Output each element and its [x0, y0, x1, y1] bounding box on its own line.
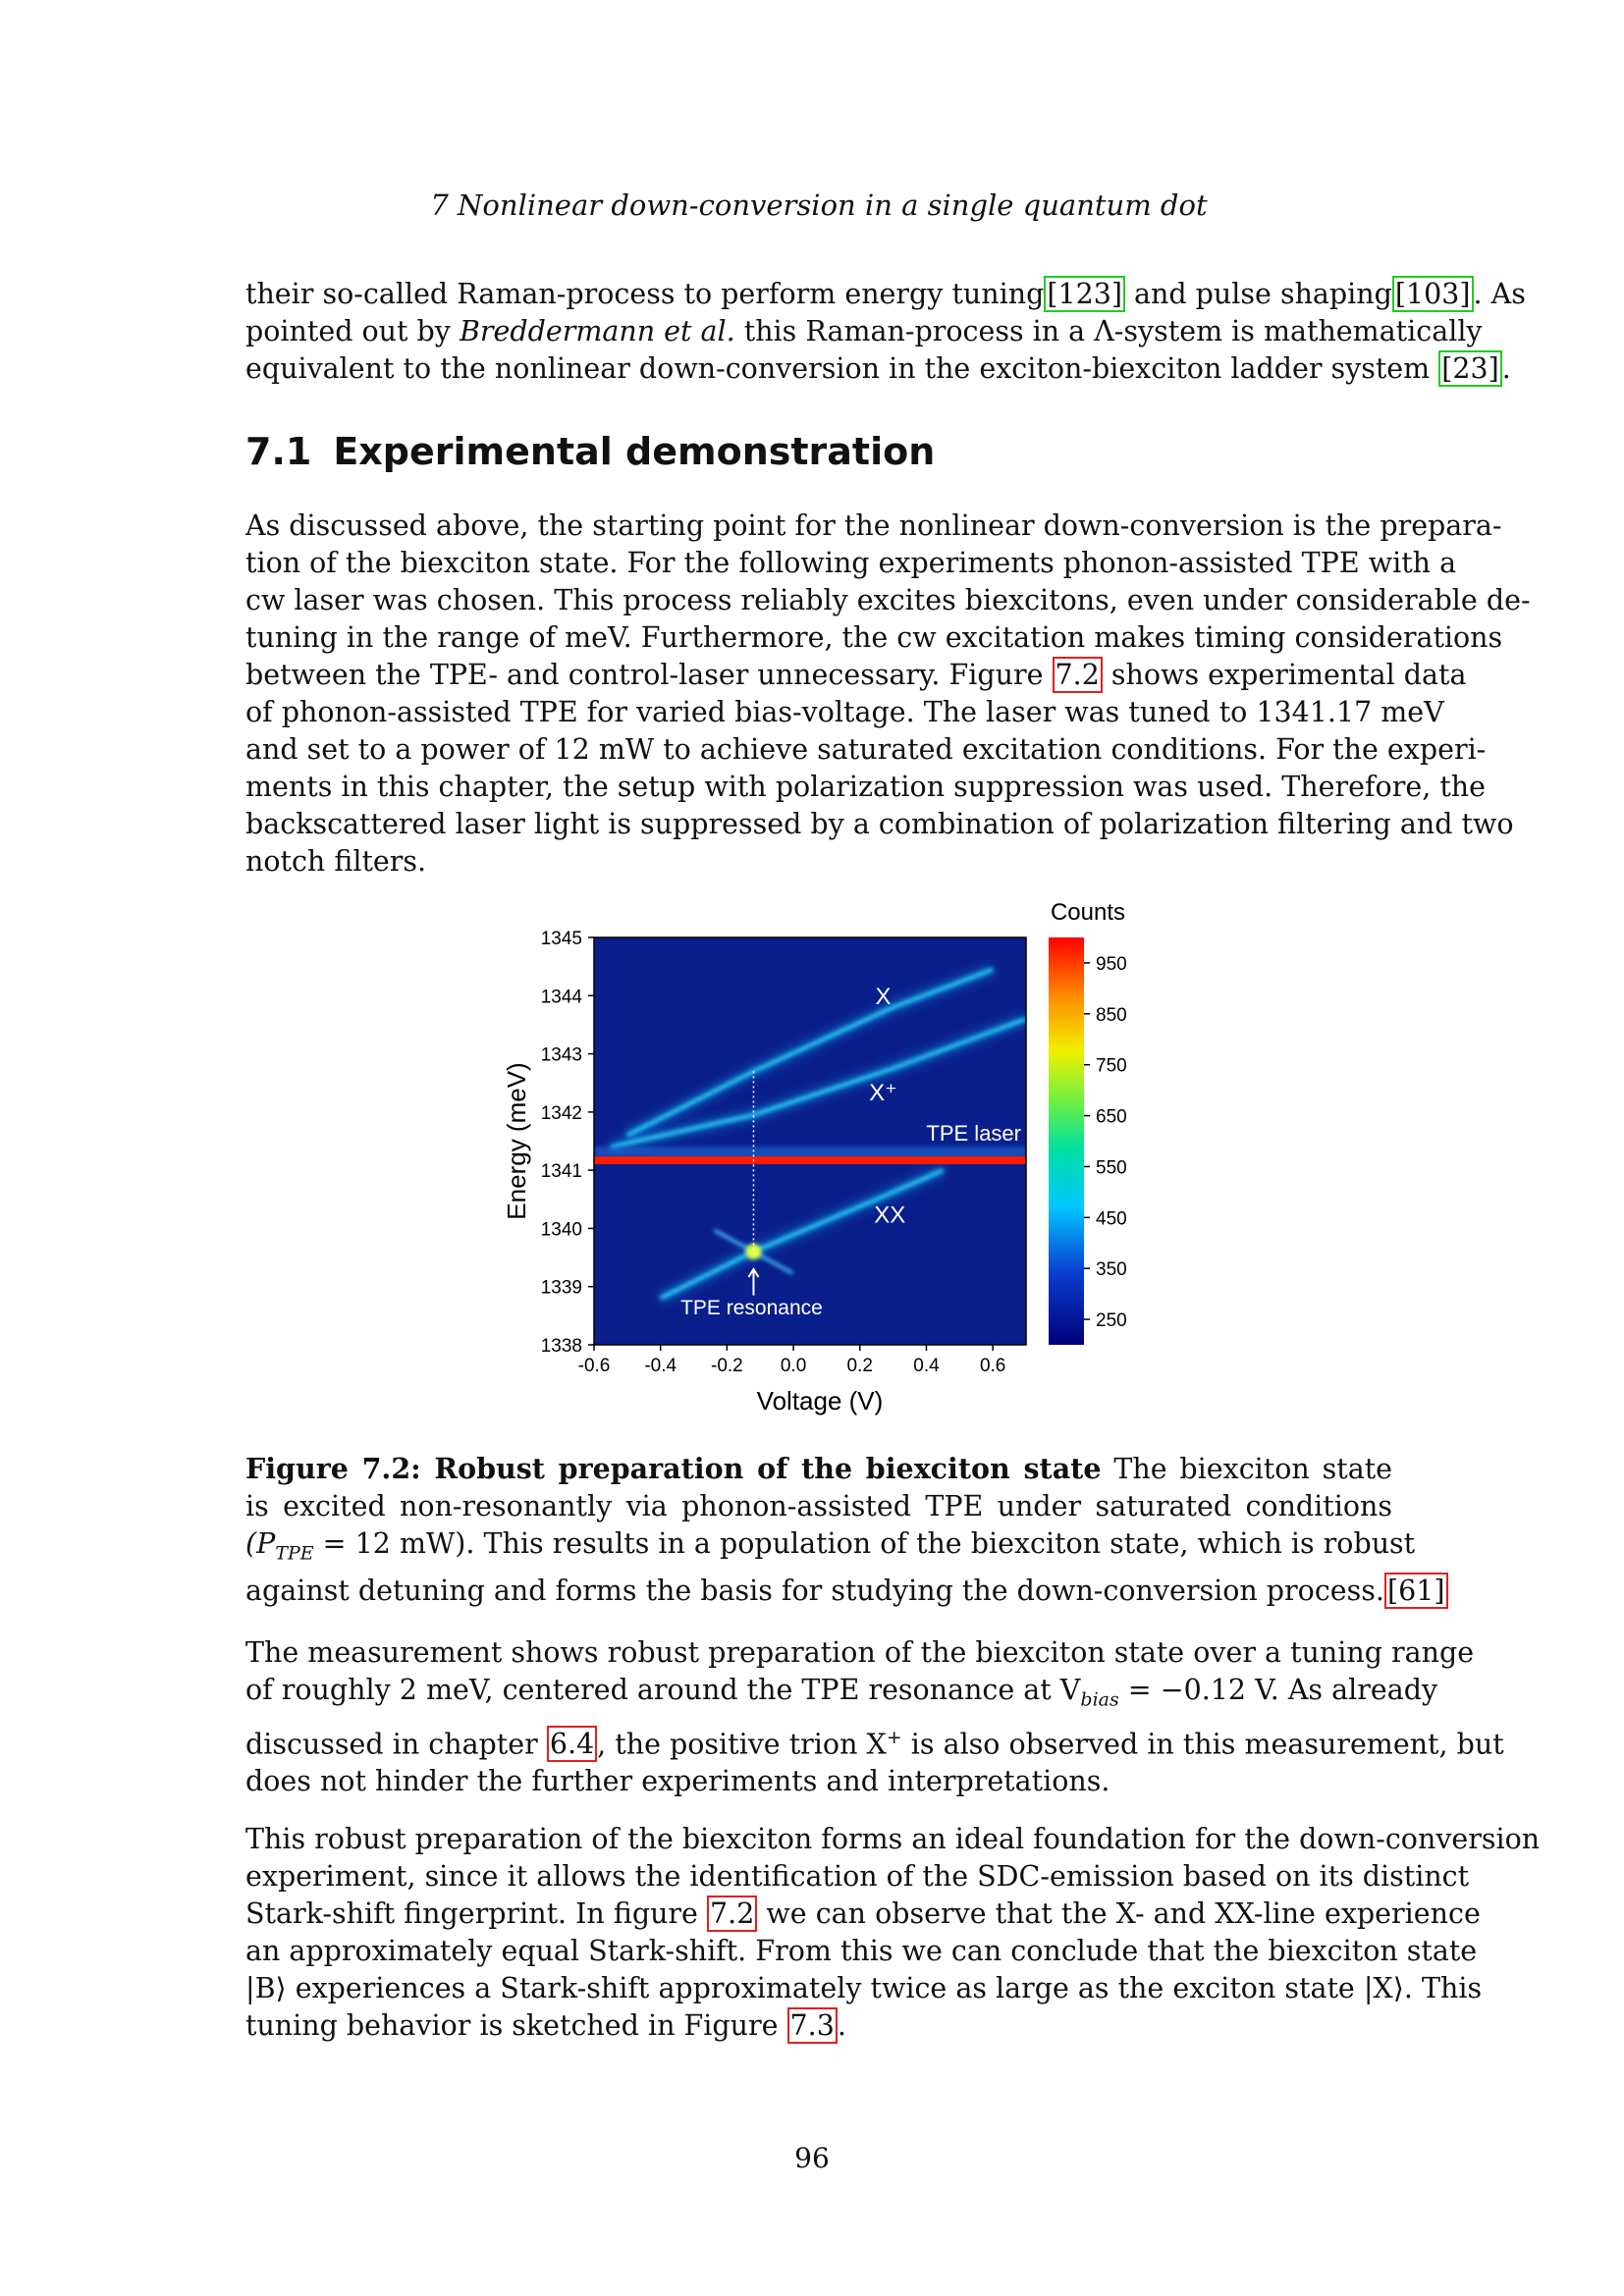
text-line: their so-called Raman-process to perform energy tuning [123] and pulse shaping [103] . As	[245, 278, 1526, 310]
section-heading: 7.1 Experimental demonstration	[245, 430, 936, 473]
text-line: tuning in the range of meV. Furthermore, the cw excitation makes timing considerations	[245, 621, 1503, 654]
tpe-resonance-label: TPE resonance	[680, 1297, 823, 1320]
paragraph-3	[245, 1821, 1541, 2045]
text-line: discussed in chapter 6.4 , the positive trion X+ is also observed in this measurement, but	[245, 1726, 1504, 1761]
x-tick-label: 0.0	[780, 1356, 807, 1376]
y-axis-label: Energy (meV)	[502, 1062, 531, 1220]
text-line: tion of the biexciton state. For the following experiments phonon-assisted TPE with a	[245, 547, 1457, 579]
colorbar-title: Counts	[1050, 899, 1126, 926]
heatmap-chart	[491, 888, 1159, 1423]
line-label-x+: X⁺	[869, 1080, 897, 1106]
text-line: of roughly 2 meV, centered around the TPE resonance at $V_{bias} = -0.12$ V. As already	[245, 1674, 1438, 1711]
x-tick-label: 0.6	[979, 1356, 1006, 1376]
y-tick-label: 1344	[540, 987, 582, 1008]
text-line: Stark-shift fingerprint. In figure 7.2 we can observe that the X- and XX-line experience	[245, 1897, 1481, 1930]
text-line: of phonon-assisted TPE for varied bias-voltage. The laser was tuned to 1341.17 meV	[245, 696, 1444, 728]
colorbar-tick-label: 950	[1096, 953, 1127, 975]
text-line: equivalent to the nonlinear down-conversion in the exciton-biexciton ladder system [23] .	[245, 352, 1511, 385]
colorbar	[1049, 937, 1084, 1345]
text-line: does not hinder the further experiments and interpretations.	[245, 1765, 1110, 1798]
text-line: |B⟩ experiences a Stark-shift approximately twice as large as the exciton state |X⟩. This	[245, 1972, 1483, 2004]
text-line: Figure 7.2: Robust preparation of the biexciton state The biexciton state	[245, 1452, 1393, 1485]
colorbar-tick-label: 850	[1096, 1004, 1127, 1026]
running-header: 7 Nonlinear down-conversion in a single quantum dot	[430, 188, 1208, 222]
colorbar-tick-label: 250	[1096, 1310, 1127, 1332]
x-tick-label: 0.4	[913, 1356, 940, 1376]
y-tick-label: 1345	[540, 929, 582, 949]
text-line: notch filters.	[245, 845, 427, 878]
text-line: pointed out by Breddermann et al. this Raman-process in a Λ-system is mathematically	[245, 315, 1483, 347]
line-label-xx: XX	[874, 1201, 906, 1229]
y-tick-label: 1343	[540, 1044, 582, 1066]
tpe-resonance-spot	[745, 1244, 761, 1259]
text-line: As discussed above, the starting point for the nonlinear down-conversion is the prepara-	[245, 509, 1502, 542]
figure-link[interactable]: 7.2	[707, 1896, 757, 1932]
text-line: This robust preparation of the biexciton forms an ideal foundation for the down-conversion	[245, 1823, 1541, 1855]
figure-link[interactable]: 7.3	[787, 2007, 838, 2044]
text-line: backscattered laser light is suppressed by a combination of polarization filtering and two	[245, 808, 1514, 840]
text-line: ($P_{TPE} = 12$ mW). This results in a population of the biexciton state, which is robust	[245, 1527, 1416, 1565]
page-number: 96	[794, 2142, 830, 2174]
text-line: The measurement shows robust preparation of the biexciton state over a tuning range	[245, 1636, 1475, 1669]
figure-link[interactable]: 7.2	[1053, 657, 1103, 693]
citation-link[interactable]: [123]	[1044, 276, 1125, 312]
colorbar-tick-label: 450	[1096, 1208, 1127, 1230]
y-tick-label: 1339	[540, 1277, 582, 1299]
text-line: against detuning and forms the basis for studying the down-conversion process. [61]	[245, 1573, 1392, 1610]
figure-7-2	[491, 888, 1159, 1423]
x-tick-label: -0.4	[644, 1356, 677, 1376]
citation-link[interactable]: [103]	[1392, 276, 1474, 312]
x-tick-label: -0.6	[577, 1356, 611, 1376]
intro-paragraph	[245, 276, 1526, 388]
colorbar-tick-label: 350	[1096, 1259, 1127, 1281]
tpe-laser-line	[594, 1156, 1026, 1164]
paragraph-2	[245, 1634, 1504, 1800]
text-line: and set to a power of 12 mW to achieve saturated excitation conditions. For the experi-	[245, 733, 1487, 766]
x-tick-label: -0.2	[711, 1356, 743, 1376]
tpe-laser-label: TPE laser	[926, 1121, 1021, 1147]
y-tick-label: 1341	[540, 1161, 582, 1183]
text-line: tuning behavior is sketched in Figure 7.3 .	[245, 2009, 846, 2042]
text-line: an approximately equal Stark-shift. From this we can conclude that the biexciton state	[245, 1935, 1478, 1967]
text-line: cw laser was chosen. This process reliably excites biexcitons, even under considerable de-	[245, 584, 1531, 616]
y-tick-label: 1342	[540, 1102, 582, 1124]
citation-link[interactable]: [23]	[1438, 350, 1502, 387]
x-tick-label: 0.2	[846, 1356, 873, 1376]
colorbar-tick-label: 650	[1096, 1106, 1127, 1128]
text-line: experiment, since it allows the identification of the SDC-emission based on its distinct	[245, 1860, 1470, 1893]
figure-caption	[245, 1450, 1445, 1610]
citation-link[interactable]: [61]	[1384, 1573, 1448, 1609]
colorbar-tick-label: 750	[1096, 1055, 1127, 1077]
y-tick-label: 1338	[540, 1336, 582, 1357]
y-tick-label: 1340	[540, 1219, 582, 1241]
paragraph-1	[245, 507, 1531, 881]
text-line: ments in this chapter, the setup with polarization suppression was used. Therefore, the	[245, 771, 1487, 803]
colorbar-tick-label: 550	[1096, 1157, 1127, 1179]
section-link[interactable]: 6.4	[547, 1726, 597, 1762]
line-label-x: X	[875, 984, 892, 1011]
text-line: is excited non-resonantly via phonon-assisted TPE under saturated conditions	[245, 1490, 1392, 1522]
text-line: between the TPE- and control-laser unnecessary. Figure 7.2 shows experimental data	[245, 659, 1467, 691]
x-axis-label: Voltage (V)	[756, 1386, 884, 1415]
